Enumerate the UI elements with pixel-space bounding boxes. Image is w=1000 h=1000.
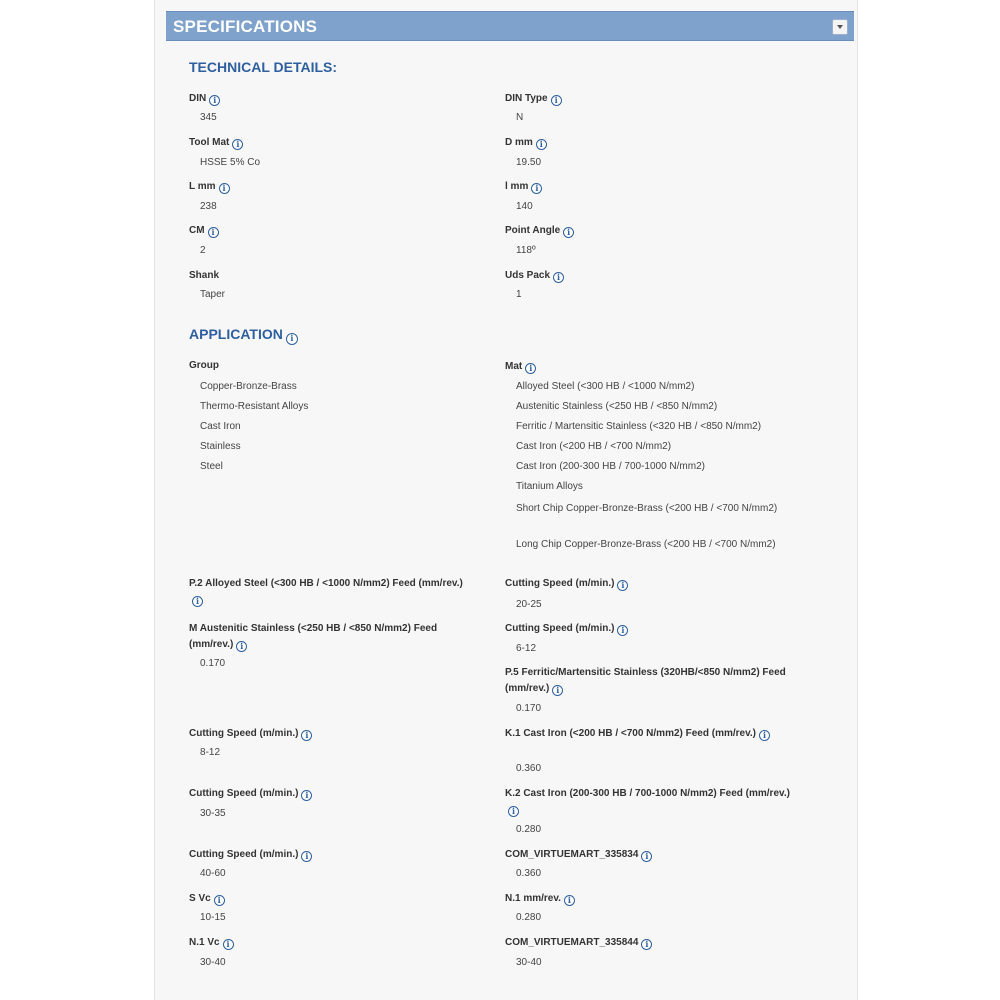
info-icon[interactable]	[553, 272, 564, 283]
cutting-speed-value: 8-12	[200, 747, 221, 758]
technical-details-title: TECHNICAL DETAILS:	[189, 59, 338, 75]
cm-label: CMi	[189, 223, 219, 239]
info-icon[interactable]	[209, 95, 220, 106]
cutting-speed-value: 40-60	[200, 868, 226, 879]
mat-item: Titanium Alloys	[516, 481, 583, 492]
d-mm-value: 19.50	[516, 157, 542, 168]
info-icon[interactable]	[525, 363, 536, 374]
tool-mat-label: Tool Mati	[189, 135, 243, 151]
mat-item: Long Chip Copper-Bronze-Brass (<200 HB / <700 N/mm2)	[516, 539, 776, 550]
specifications-title: SPECIFICATIONS	[173, 17, 318, 36]
com-virtuemart-label: COM_VIRTUEMART_335844i	[505, 935, 652, 951]
cm-value: 2	[200, 245, 206, 256]
cutting-speed-value: 30-35	[200, 808, 226, 819]
info-icon[interactable]	[301, 730, 312, 741]
info-icon[interactable]	[531, 183, 542, 194]
uds-pack-label: Uds Packi	[505, 268, 564, 284]
specifications-header[interactable]	[166, 11, 854, 41]
info-icon[interactable]	[192, 596, 203, 607]
mat-item: Ferritic / Martensitic Stainless (<320 HB / <850 N/mm2)	[516, 421, 762, 432]
info-icon[interactable]	[286, 333, 298, 345]
info-icon[interactable]	[301, 851, 312, 862]
mat-item: Cast Iron (<200 HB / <700 N/mm2)	[516, 441, 672, 452]
group-item: Stainless	[200, 441, 241, 452]
info-icon[interactable]	[508, 806, 519, 817]
n1-mm-rev-value: 0.280	[516, 912, 542, 923]
info-icon[interactable]	[551, 95, 562, 106]
cutting-speed-label: Cutting Speed (m/min.)i	[189, 847, 312, 863]
info-icon[interactable]	[219, 183, 230, 194]
l-mm-value: 140	[516, 201, 533, 212]
info-icon[interactable]	[617, 625, 628, 636]
point-angle-value: 118º	[516, 245, 536, 256]
l-mm-label: l mmi	[505, 179, 542, 195]
m-feed-label: M Austenitic Stainless (<250 HB / <850 N/mm2) Feed (mm/rev.)i	[189, 621, 479, 653]
info-icon[interactable]	[214, 895, 225, 906]
s-vc-value: 10-15	[200, 912, 226, 923]
mat-item: Cast Iron (200-300 HB / 700-1000 N/mm2)	[516, 461, 705, 472]
uds-pack-value: 1	[516, 289, 522, 300]
group-label: Group	[189, 360, 219, 371]
p5-feed-label: P.5 Ferritic/Martensitic Stainless (320HB/<850 N/mm2) Feed (mm/rev.)i	[505, 665, 805, 697]
group-item: Steel	[200, 461, 223, 472]
din-value: 345	[200, 112, 217, 123]
p5-feed-value: 0.170	[516, 703, 542, 714]
m-feed-value: 0.170	[200, 658, 226, 669]
com-virtuemart-value: 30-40	[516, 957, 542, 968]
group-item: Cast Iron	[200, 421, 241, 432]
info-icon[interactable]	[552, 685, 563, 696]
mat-label: Mati	[505, 359, 536, 375]
k1-feed-label: K.1 Cast Iron (<200 HB / <700 N/mm2) Feed (mm/rev.)i	[505, 726, 805, 742]
d-mm-label: D mmi	[505, 135, 547, 151]
info-icon[interactable]	[301, 790, 312, 801]
info-icon[interactable]	[564, 895, 575, 906]
cutting-speed-value: 6-12	[516, 643, 537, 654]
application-title: APPLICATIONi	[189, 326, 298, 345]
k2-feed-value: 0.280	[516, 824, 542, 835]
info-icon[interactable]	[236, 641, 247, 652]
info-icon[interactable]	[617, 580, 628, 591]
cutting-speed-label: Cutting Speed (m/min.)i	[505, 576, 628, 592]
com-virtuemart-value: 0.360	[516, 868, 542, 879]
mat-item: Short Chip Copper-Bronze-Brass (<200 HB / <700 N/mm2)	[516, 503, 778, 514]
cutting-speed-value: 20-25	[516, 599, 542, 610]
din-type-value: N	[516, 112, 524, 123]
info-icon[interactable]	[232, 139, 243, 150]
shank-label: Shank	[189, 270, 220, 281]
L-mm-value: 238	[200, 201, 217, 212]
n1-mm-rev-label: N.1 mm/rev.i	[505, 891, 575, 907]
collapse-button[interactable]	[832, 19, 848, 35]
mat-item: Alloyed Steel (<300 HB / <1000 N/mm2)	[516, 381, 695, 392]
mat-item: Austenitic Stainless (<250 HB / <850 N/mm2)	[516, 401, 718, 412]
n1-vc-value: 30-40	[200, 957, 226, 968]
info-icon[interactable]	[759, 730, 770, 741]
cutting-speed-label: Cutting Speed (m/min.)i	[505, 621, 628, 637]
tool-mat-value: HSSE 5% Co	[200, 157, 261, 168]
din-type-label: DIN Typei	[505, 91, 562, 107]
info-icon[interactable]	[641, 851, 652, 862]
group-item: Copper-Bronze-Brass	[200, 381, 297, 392]
n1-vc-label: N.1 Vci	[189, 935, 234, 951]
L-mm-label: L mmi	[189, 179, 230, 195]
cutting-speed-label: Cutting Speed (m/min.)i	[189, 786, 312, 802]
info-icon[interactable]	[536, 139, 547, 150]
din-label: DINi	[189, 91, 220, 107]
chevron-down-icon	[837, 25, 843, 29]
k1-feed-value: 0.360	[516, 763, 542, 774]
group-item: Thermo-Resistant Alloys	[200, 401, 309, 412]
info-icon[interactable]	[223, 939, 234, 950]
cutting-speed-label: Cutting Speed (m/min.)i	[189, 726, 312, 742]
info-icon[interactable]	[641, 939, 652, 950]
shank-value: Taper	[200, 289, 226, 300]
s-vc-label: S Vci	[189, 891, 225, 907]
k2-feed-label: K.2 Cast Iron (200-300 HB / 700-1000 N/mm2) Feed (mm/rev.)i	[505, 786, 795, 818]
p2-feed-label: P.2 Alloyed Steel (<300 HB / <1000 N/mm2) Feed (mm/rev.)i	[189, 576, 474, 608]
info-icon[interactable]	[208, 227, 219, 238]
info-icon[interactable]	[563, 227, 574, 238]
point-angle-label: Point Anglei	[505, 223, 574, 239]
com-virtuemart-label: COM_VIRTUEMART_335834i	[505, 847, 652, 863]
